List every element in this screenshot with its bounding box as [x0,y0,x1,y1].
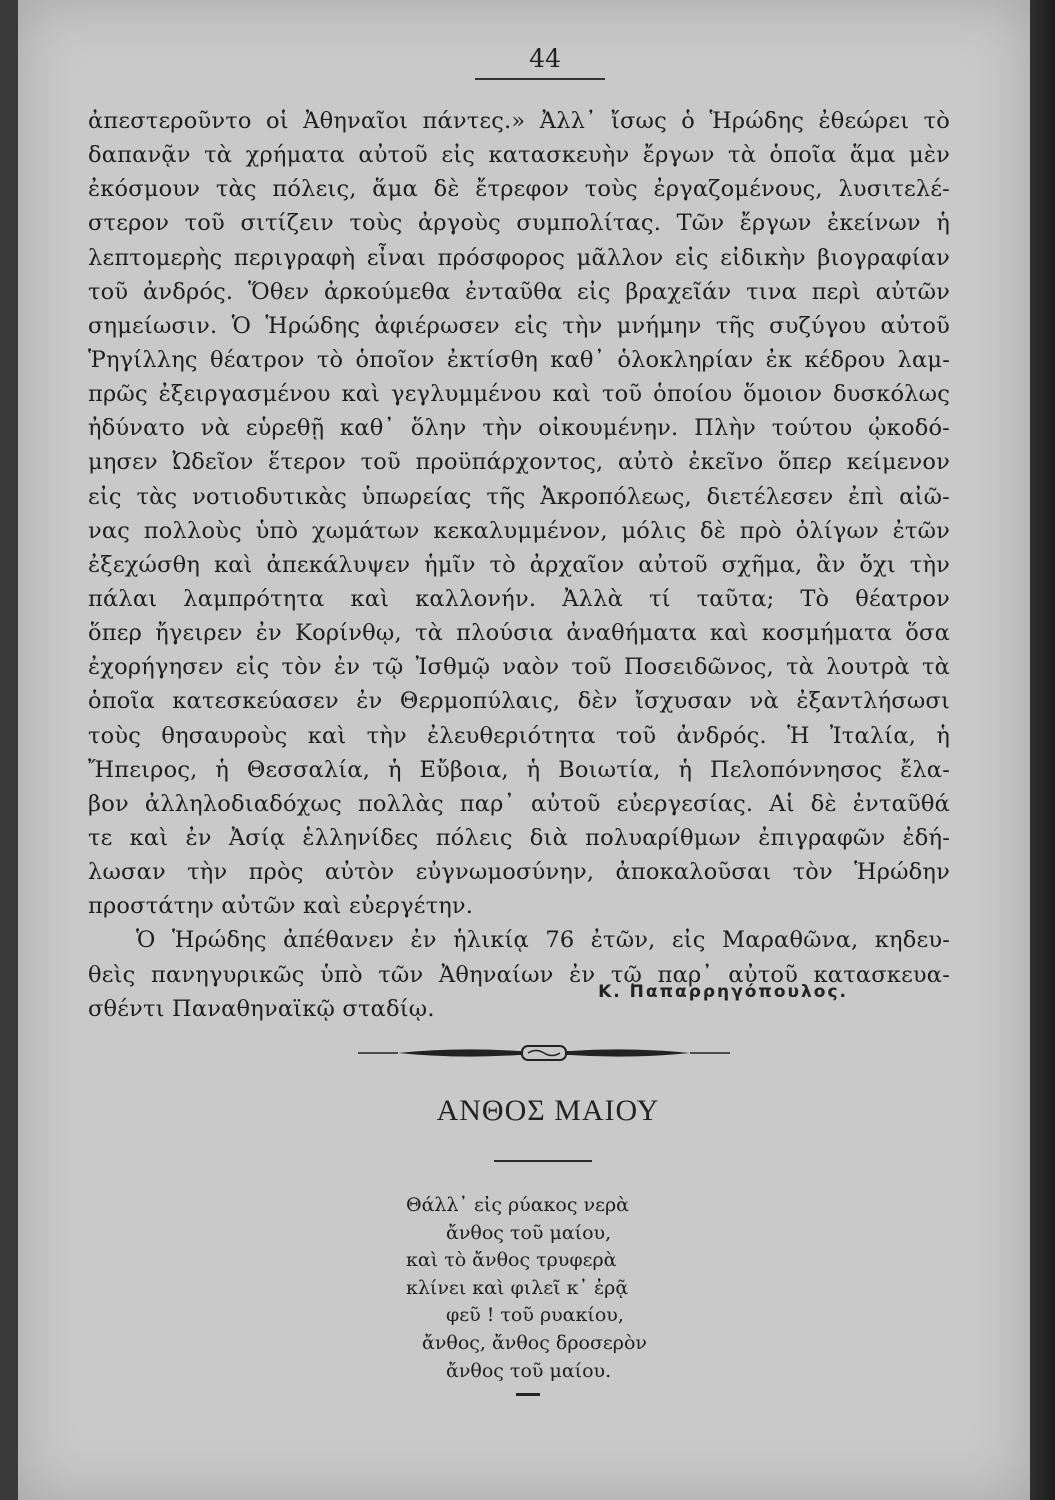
poem-verse: ἄνθος, ἄνθος δροσερὸν [422,1331,647,1354]
text-line: ἐκόσμουν τὰς πόλεις, ἅμα δὲ ἔτρεφον τοὺς ἐργαζομένους, λυσιτελέ- [88,176,950,203]
text-line: ἠδύνατο νὰ εὑρεθῇ καθ᾽ ὅλην τὴν οἰκουμένην. Πλὴν τούτου ᾠκοδό- [88,415,950,442]
text-line: τοῦ ἀνδρός. Ὅθεν ἀρκούμεθα ἐνταῦθα εἰς βραχεῖάν τινα περὶ αὐτῶν [88,278,950,305]
text-line: ὁποῖα κατεσκεύασεν ἐν Θερμοπύλαις, δὲν ἴσχυσαν νὰ ἐξαντλήσωσι [88,688,950,715]
text-line: εἰς τὰς νοτιοδυτικὰς ὑπωρείας τῆς Ἀκροπόλεως, διετέλεσεν ἐπὶ αἰῶ- [88,483,950,510]
poem-verse: φεῦ ! τοῦ ρυακίου, [446,1304,624,1327]
poem-stanza [378,1192,698,1385]
page-edge-shadow [1030,0,1055,1500]
text-line: λωσαν τὴν πρὸς αὐτὸν εὐγνωμοσύνην, ἀποκαλοῦσαι τὸν Ἡρώδην [88,859,950,886]
poem-verse: ἄνθος τοῦ μαίου, [446,1221,612,1244]
title-rule [494,1160,592,1162]
text-line: ἐξεχώσθη καὶ ἀπεκάλυψεν ἡμῖν τὸ ἀρχαῖον αὐτοῦ σχῆμα, ἂν ὄχι τὴν [88,551,950,578]
text-line: θεὶς πανηγυρικῶς ὑπὸ τῶν Ἀθηναίων ἐν τῷ παρ᾽ αὐτοῦ κατασκευα- [88,961,950,988]
text-line: σημείωσιν. Ὁ Ἡρώδης ἀφιέρωσεν εἰς τὴν μνήμην τῆς συζύγου αὐτοῦ [88,312,950,339]
text-line: δαπανᾷν τὰ χρήματα αὐτοῦ εἰς κατασκευὴν ἔργων τὰ ὁποῖα ἅμα μὲν [88,142,950,169]
text-line: νας πολλοὺς ὑπὸ χωμάτων κεκαλυμμένον, μόλις δὲ πρὸ ὀλίγων ἐτῶν [88,517,950,544]
text-line: βον ἀλληλοδιαδόχως πολλὰς παρ᾽ αὐτοῦ εὐεργεσίας. Αἱ δὲ ἐνταῦθά [88,790,950,817]
page-number-rule [475,78,605,80]
text-line: Ἤπειρος, ἡ Θεσσαλία, ἡ Εὔβοια, ἡ Βοιωτία, ἡ Πελοπόννησος ἔλα- [88,756,950,783]
text-line: Ῥηγίλλης θέατρον τὸ ὁποῖον ἐκτίσθη καθ᾽ ὁλοκληρίαν ἐκ κέδρου λαμ- [88,346,950,373]
ornament-divider-icon [358,1038,730,1068]
poem-verse: καὶ τὸ ἄνθος τρυφερὰ [406,1249,617,1272]
text-line: Ὁ Ἡρώδης ἀπέθανεν ἐν ἡλικίᾳ 76 ἐτῶν, εἰς Μαραθῶνα, κηδευ- [136,927,950,954]
text-line: μησεν Ὠδεῖον ἕτερον τοῦ προϋπάρχοντος, αὐτὸ ἐκεῖνο ὅπερ κείμενον [88,449,950,476]
text-line: σθέντι Παναθηναϊκῷ σταδίῳ. [88,995,435,1022]
poem-verse: ἄνθος τοῦ μαίου. [446,1359,612,1382]
poem-verse: κλίνει καὶ φιλεῖ κ᾽ ἐρᾷ [406,1276,629,1299]
text-line: τοὺς θησαυροὺς καὶ τὴν ἐλευθεριότητα τοῦ ἀνδρός. Ἡ Ἰταλία, ἡ [88,722,950,749]
page-number: 44 [529,44,561,73]
text-line: ἐχορήγησεν εἰς τὸν ἐν τῷ Ἰσθμῷ ναὸν τοῦ Ποσειδῶνος, τὰ λουτρὰ τὰ [88,654,950,681]
article-body [88,104,950,1026]
poem-verse: Θάλλ᾽ εἰς ρύακος νερὰ [406,1194,629,1216]
poem-title: ΑΝΘΟΣ ΜΑΙΟΥ [436,1094,660,1127]
book-page [18,0,1030,1500]
text-line: λεπτομερὴς περιγραφὴ εἶναι πρόσφορος μᾶλλον εἰς εἰδικὴν βιογραφίαν [88,244,950,271]
author-signature: Κ. Παπαρρηγόπουλος. [598,982,848,1002]
text-line: πάλαι λαμπρότητα καὶ καλλονήν. Ἀλλὰ τί ταῦτα; Τὸ θέατρον [88,585,950,612]
text-line: στερον τοῦ σιτίζειν τοὺς ἀργοὺς συμπολίτας. Τῶν ἔργων ἐκείνων ἡ [88,210,950,237]
end-dash [516,1393,540,1396]
text-line: τε καὶ ἐν Ἀσίᾳ ἑλληνίδες πόλεις διὰ πολυαρίθμων ἐπιγραφῶν ἐδή- [88,824,950,851]
text-line: ὅπερ ἤγειρεν ἐν Κορίνθῳ, τὰ πλούσια ἀναθήματα καὶ κοσμήματα ὅσα [88,620,950,647]
text-line: πρῶς ἐξειργασμένου καὶ γεγλυμμένου καὶ τοῦ ὁποίου ὅμοιον δυσκόλως [88,381,950,408]
text-line: προστάτην αὐτῶν καὶ εὐεργέτην. [88,893,474,920]
text-line: ἀπεστεροῦντο οἱ Ἀθηναῖοι πάντες.» Ἀλλ᾽ ἴσως ὁ Ἡρώδης ἐθεώρει τὸ [88,108,950,134]
